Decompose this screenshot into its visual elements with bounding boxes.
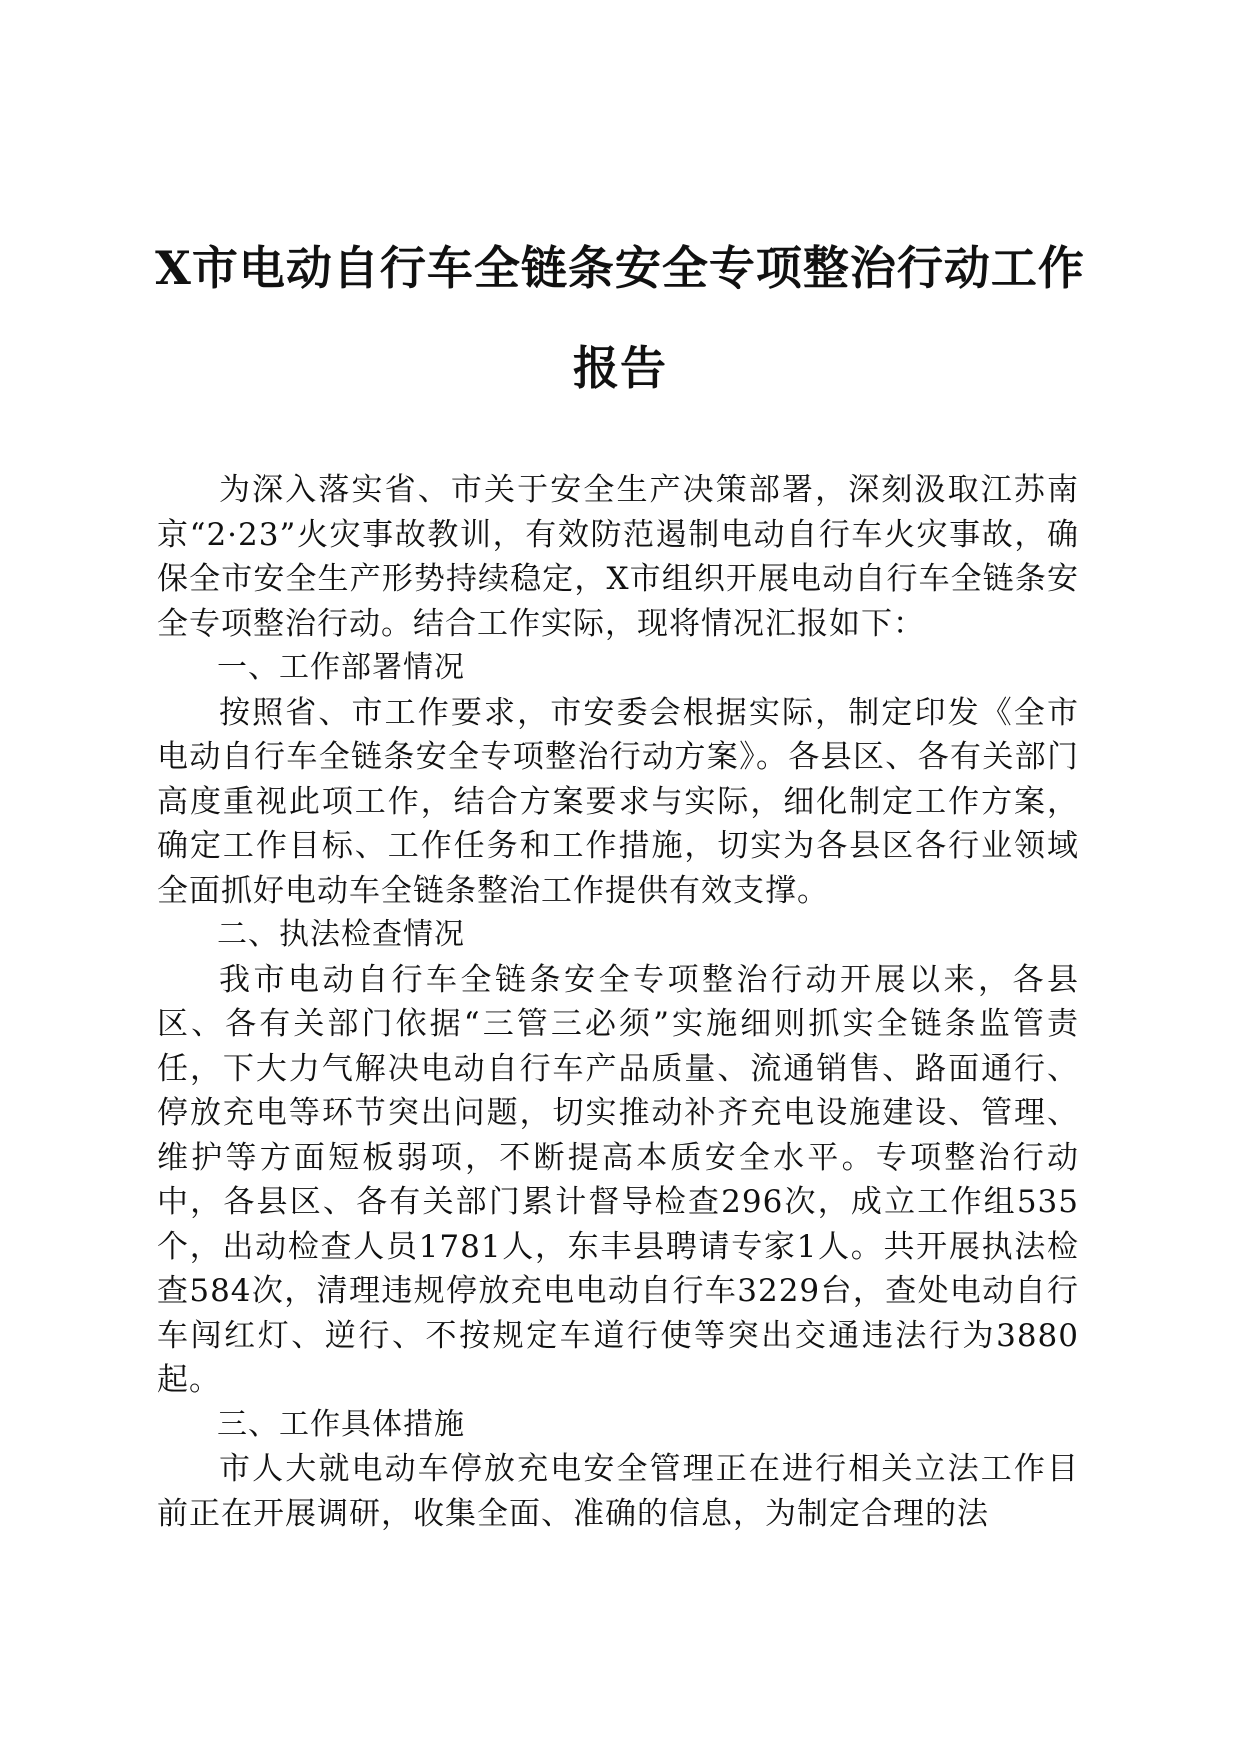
section-paragraph-deployment: 按照省、市工作要求，市安委会根据实际，制定印发《全市电动自行车全链条安全专项整治行动方案》。各县区、各有关部门高度重视此项工作，结合方案要求与实际，细化制定工作方案，确定工作目标、工作任务和工作措施，切实为各县区各行业领域全面抓好电动车全链条整治工作提供有效支撑。: [157, 694, 1079, 909]
section-heading-deployment: 一、工作部署情况: [217, 650, 465, 685]
section-heading-inspection: 二、执法检查情况: [217, 917, 465, 952]
section-paragraph-measures: 市人大就电动车停放充电安全管理正在进行相关立法工作目前正在开展调研，收集全面、准确的信息，为制定合理的法: [157, 1451, 1079, 1532]
intro-paragraph: 为深入落实省、市关于安全生产决策部署，深刻汲取江苏南京“2·23”火灾事故教训，有效防范遏制电动自行车火灾事故，确保全市安全生产形势持续稳定，X市组织开展电动自行车全链条安全专项整治行动。结合工作实际，现将情况汇报如下：: [157, 472, 1079, 642]
title-line-1: X市电动自行车全链条安全专项整治行动工作: [155, 241, 1085, 295]
document-title: [140, 218, 1100, 418]
section-paragraph-inspection: 我市电动自行车全链条安全专项整治行动开展以来，各县区、各有关部门依据“三管三必须”实施细则抓实全链条监管责任，下大力气解决电动自行车产品质量、流通销售、路面通行、停放充电等环节突出问题，切实推动补齐充电设施建设、管理、维护等方面短板弱项，不断提高本质安全水平。专项整治行动中，各县区、各有关部门累计督导检查296次，成立工作组535个，出动检查人员1781人，东丰县聘请专家1人。共开展执法检查584次，清理违规停放充电电动自行车3229台，查处电动自行车闯红灯、逆行、不按规定车道行使等突出交通违法行为3880起。: [157, 961, 1079, 1398]
document-body: [157, 468, 1079, 1536]
section-heading-measures: 三、工作具体措施: [217, 1406, 465, 1442]
title-line-2: 报告: [573, 341, 667, 395]
